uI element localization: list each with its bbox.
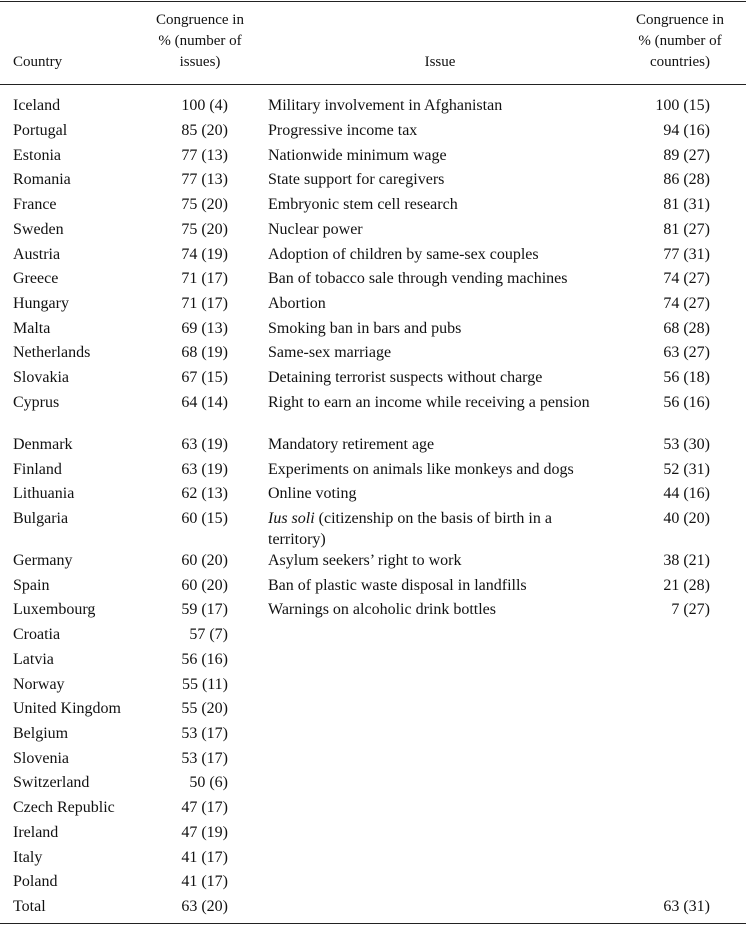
country-name: Denmark xyxy=(13,436,73,453)
issue-name: Detaining terrorist suspects without charge xyxy=(268,369,543,386)
country-name: Ireland xyxy=(13,824,59,841)
country-name: Cyprus xyxy=(13,394,60,411)
country-name: Croatia xyxy=(13,626,61,643)
country-congruence: 56 (16) xyxy=(181,651,228,668)
country-name: Malta xyxy=(13,320,51,337)
header-issue-congruence xyxy=(620,10,740,73)
issue-name: Warnings on alcoholic drink bottles xyxy=(268,601,496,618)
issue-name-italic: Ius soli xyxy=(268,510,315,527)
country-congruence: 53 (17) xyxy=(181,725,228,742)
header-line: Congruence in xyxy=(156,12,244,28)
country-name: Estonia xyxy=(13,147,61,164)
country-name: Switzerland xyxy=(13,774,90,791)
country-name: Hungary xyxy=(13,295,69,312)
issue-congruence: 74 (27) xyxy=(663,295,710,312)
country-name: Finland xyxy=(13,461,62,478)
country-name: Italy xyxy=(13,849,43,866)
country-name: Portugal xyxy=(13,122,68,139)
issue-name: Progressive income tax xyxy=(268,122,418,139)
country-congruence: 68 (19) xyxy=(181,344,228,361)
issue-congruence: 53 (30) xyxy=(663,436,710,453)
country-name: Germany xyxy=(13,552,73,569)
country-congruence: 57 (7) xyxy=(189,626,228,643)
country-congruence: 75 (20) xyxy=(181,196,228,213)
country-name: Sweden xyxy=(13,221,64,238)
country-congruence: 85 (20) xyxy=(181,122,228,139)
issue-name: Experiments on animals like monkeys and dogs xyxy=(268,461,574,478)
issue-name: Adoption of children by same-sex couples xyxy=(268,246,539,263)
total-issue-value: 63 (31) xyxy=(663,898,710,915)
country-name: United Kingdom xyxy=(13,700,121,717)
issue-name: Mandatory retirement age xyxy=(268,436,435,453)
header-line: % (number of xyxy=(158,33,242,49)
issue-name: Nationwide minimum wage xyxy=(268,147,447,164)
issue-congruence: 77 (31) xyxy=(663,246,710,263)
country-name: Latvia xyxy=(13,651,54,668)
country-congruence: 77 (13) xyxy=(181,171,228,188)
total-label: Total xyxy=(13,898,46,915)
issue-name: Embryonic stem cell research xyxy=(268,196,458,213)
header-line: Congruence in xyxy=(636,12,724,28)
issue-congruence: 100 (15) xyxy=(655,97,710,114)
issue-congruence: 81 (27) xyxy=(663,221,710,238)
country-name: Slovenia xyxy=(13,750,69,767)
issue-congruence: 21 (28) xyxy=(663,577,710,594)
country-name: Norway xyxy=(13,676,65,693)
country-congruence: 41 (17) xyxy=(181,849,228,866)
issue-name: Abortion xyxy=(268,295,326,312)
issue-name: Same-sex marriage xyxy=(268,344,392,361)
country-name: Netherlands xyxy=(13,344,91,361)
issue-congruence: 38 (21) xyxy=(663,552,710,569)
country-name: Slovakia xyxy=(13,369,69,386)
country-name: Luxembourg xyxy=(13,601,96,618)
country-name: Iceland xyxy=(13,97,61,114)
country-congruence: 50 (6) xyxy=(189,774,228,791)
issue-congruence: 44 (16) xyxy=(663,485,710,502)
top-rule xyxy=(0,1,746,2)
country-name: Bulgaria xyxy=(13,510,69,527)
country-congruence: 71 (17) xyxy=(181,270,228,287)
issue-name: Ban of plastic waste disposal in landfills xyxy=(268,577,527,594)
country-name: Austria xyxy=(13,246,61,263)
country-congruence: 62 (13) xyxy=(181,485,228,502)
issue-name: Online voting xyxy=(268,485,357,502)
total-country-value: 63 (20) xyxy=(181,898,228,915)
issue-congruence: 63 (27) xyxy=(663,344,710,361)
issue-name-rest: (citizenship on the basis of birth in a territory) xyxy=(268,510,552,548)
country-congruence: 60 (15) xyxy=(181,510,228,527)
country-congruence: 77 (13) xyxy=(181,147,228,164)
issue-name: Ban of tobacco sale through vending machines xyxy=(268,270,568,287)
issue-congruence: 74 (27) xyxy=(663,270,710,287)
issue-name: State support for caregivers xyxy=(268,171,445,188)
country-name: Poland xyxy=(13,873,58,890)
country-name: France xyxy=(13,196,57,213)
issue-name: Military involvement in Afghanistan xyxy=(268,97,503,114)
issue-congruence: 81 (31) xyxy=(663,196,710,213)
issue-congruence: 40 (20) xyxy=(663,510,710,527)
issue-name: Right to earn an income while receiving a pension xyxy=(268,394,590,411)
country-name: Greece xyxy=(13,270,59,287)
country-congruence: 71 (17) xyxy=(181,295,228,312)
country-congruence: 63 (19) xyxy=(181,436,228,453)
country-congruence: 53 (17) xyxy=(181,750,228,767)
country-congruence: 100 (4) xyxy=(181,97,228,114)
issue-name: Asylum seekers’ right to work xyxy=(268,552,462,569)
issue-congruence: 56 (16) xyxy=(663,394,710,411)
country-name: Romania xyxy=(13,171,71,188)
issue-congruence: 89 (27) xyxy=(663,147,710,164)
country-name: Belgium xyxy=(13,725,69,742)
bottom-rule xyxy=(0,923,746,924)
country-congruence: 67 (15) xyxy=(181,369,228,386)
country-name: Czech Republic xyxy=(13,799,115,816)
header-line: % (number of xyxy=(638,33,722,49)
header-country: Country xyxy=(13,54,63,70)
header-line: countries) xyxy=(650,54,710,70)
country-congruence: 69 (13) xyxy=(181,320,228,337)
country-name: Lithuania xyxy=(13,485,75,502)
issue-name xyxy=(268,508,598,550)
header-country-congruence xyxy=(140,10,260,73)
issue-congruence: 56 (18) xyxy=(663,369,710,386)
issue-name: Nuclear power xyxy=(268,221,363,238)
country-congruence: 47 (19) xyxy=(181,824,228,841)
issue-congruence: 86 (28) xyxy=(663,171,710,188)
country-congruence: 64 (14) xyxy=(181,394,228,411)
country-congruence: 55 (20) xyxy=(181,700,228,717)
country-congruence: 75 (20) xyxy=(181,221,228,238)
country-congruence: 47 (17) xyxy=(181,799,228,816)
issue-congruence: 94 (16) xyxy=(663,122,710,139)
country-congruence: 55 (11) xyxy=(181,676,228,693)
issue-congruence: 52 (31) xyxy=(663,461,710,478)
country-congruence: 74 (19) xyxy=(181,246,228,263)
issue-congruence: 68 (28) xyxy=(663,320,710,337)
header-issue: Issue xyxy=(424,54,456,70)
country-congruence: 41 (17) xyxy=(181,873,228,890)
header-rule xyxy=(0,84,746,85)
country-name: Spain xyxy=(13,577,50,594)
issue-congruence: 7 (27) xyxy=(671,601,710,618)
country-congruence: 60 (20) xyxy=(181,552,228,569)
header-line: issues) xyxy=(179,54,221,70)
country-congruence: 63 (19) xyxy=(181,461,228,478)
country-congruence: 59 (17) xyxy=(181,601,228,618)
issue-name: Smoking ban in bars and pubs xyxy=(268,320,462,337)
country-congruence: 60 (20) xyxy=(181,577,228,594)
